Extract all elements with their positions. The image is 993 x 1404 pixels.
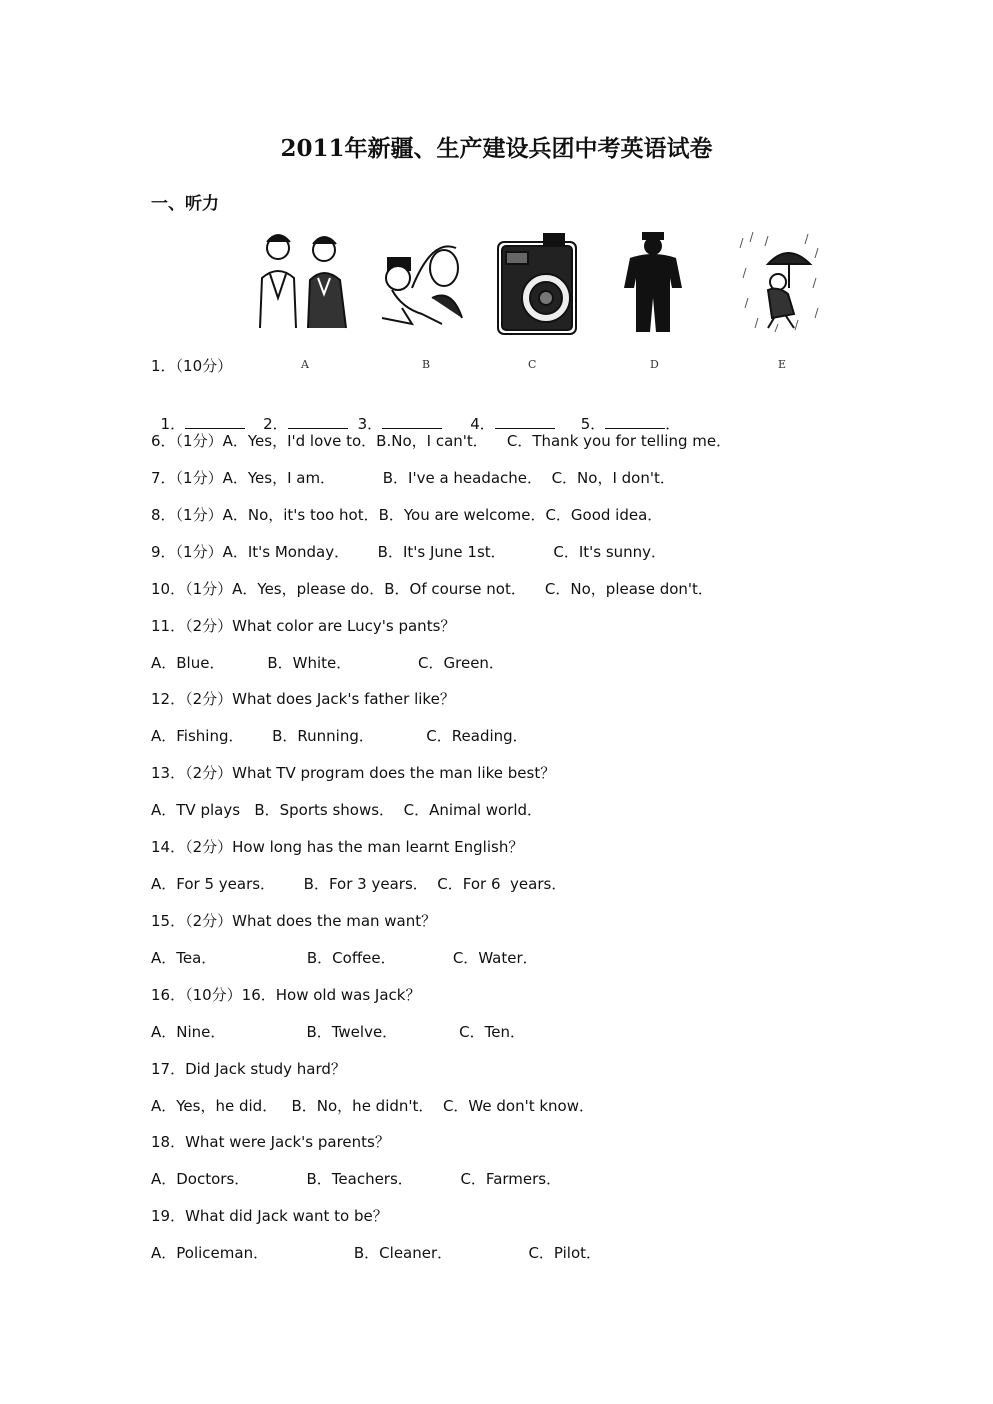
options-13: A．TV plays B．Sports shows． C．Animal world．	[151, 801, 543, 819]
picture-label-a: A	[301, 358, 309, 371]
blank-label-1: 1．	[160, 415, 186, 433]
question-18: 18．What were Jack's parents？	[151, 1133, 390, 1151]
question-1-header: 1．（10分）	[151, 357, 233, 375]
options-15: A．Tea． B．Coffee． C．Water．	[151, 949, 538, 967]
question-11: 11．（2分）What color are Lucy's pants？	[151, 617, 456, 635]
blank-1[interactable]	[185, 414, 245, 429]
section-heading: 一、听力	[151, 194, 219, 214]
question-7: 7．（1分）A．Yes，I am． B．I've a headache． C．No，I don't．	[151, 469, 675, 487]
question-16: 16．（10分）16．How old was Jack？	[151, 986, 421, 1004]
picture-label-e: E	[778, 358, 787, 371]
blank-4[interactable]	[495, 414, 555, 429]
boy-fishing-icon	[372, 228, 466, 332]
camera-icon	[494, 228, 580, 338]
picture-label-b: B	[422, 358, 431, 371]
options-12: A．Fishing． B．Running． C．Reading．	[151, 727, 528, 745]
picture-label-c: C	[528, 358, 537, 371]
policeman-icon	[620, 228, 686, 334]
question-6: 6．（1分）A．Yes，I'd love to．B.No，I can't． C．Thank you for telling me．	[151, 432, 732, 450]
options-11: A．Blue． B．White． C．Green．	[151, 654, 504, 672]
question-10: 10．（1分）A．Yes，please do．B．Of course not． C．No，please don't．	[151, 580, 713, 598]
blank-label-2: 2．	[263, 415, 288, 433]
question-8: 8．（1分）A．No，it's too hot．B．You are welcome．C．Good idea．	[151, 506, 663, 524]
options-18: A．Doctors． B．Teachers． C．Farmers．	[151, 1170, 562, 1188]
question-9: 9．（1分）A．It's Monday． B．It's June 1st． C．It's sunny．	[151, 543, 667, 561]
blank-5[interactable]	[605, 414, 665, 429]
options-19: A．Policeman． B．Cleaner． C．Pilot．	[151, 1244, 602, 1262]
blank-label-4: 4．	[470, 415, 495, 433]
blank-label-3: 3．	[357, 415, 383, 433]
blank-2[interactable]	[288, 414, 348, 429]
question-12: 12．（2分）What does Jack's father like？	[151, 690, 455, 708]
options-14: A．For 5 years． B．For 3 years． C．For 6 years．	[151, 875, 567, 893]
umbrella-rain-icon	[738, 228, 824, 334]
options-17: A．Yes，he did． B．No，he didn't． C．We don't know．	[151, 1097, 594, 1115]
blank-end: ．	[665, 415, 681, 433]
options-16: A．Nine． B．Twelve． C．Ten．	[151, 1023, 525, 1041]
blank-3[interactable]	[382, 414, 442, 429]
question-13: 13．（2分）What TV program does the man like best？	[151, 764, 556, 782]
question-14: 14．（2分）How long has the man learnt English？	[151, 838, 524, 856]
two-boys-icon	[250, 228, 354, 332]
question-15: 15．（2分）What does the man want？	[151, 912, 437, 930]
question-19: 19．What did Jack want to be？	[151, 1207, 388, 1225]
blank-label-5: 5．	[580, 415, 606, 433]
question-17: 17．Did Jack study hard？	[151, 1060, 346, 1078]
picture-label-d: D	[650, 358, 659, 371]
page-title: 2011年新疆、生产建设兵团中考英语试卷	[280, 135, 713, 162]
answer-blanks-line	[151, 394, 680, 434]
